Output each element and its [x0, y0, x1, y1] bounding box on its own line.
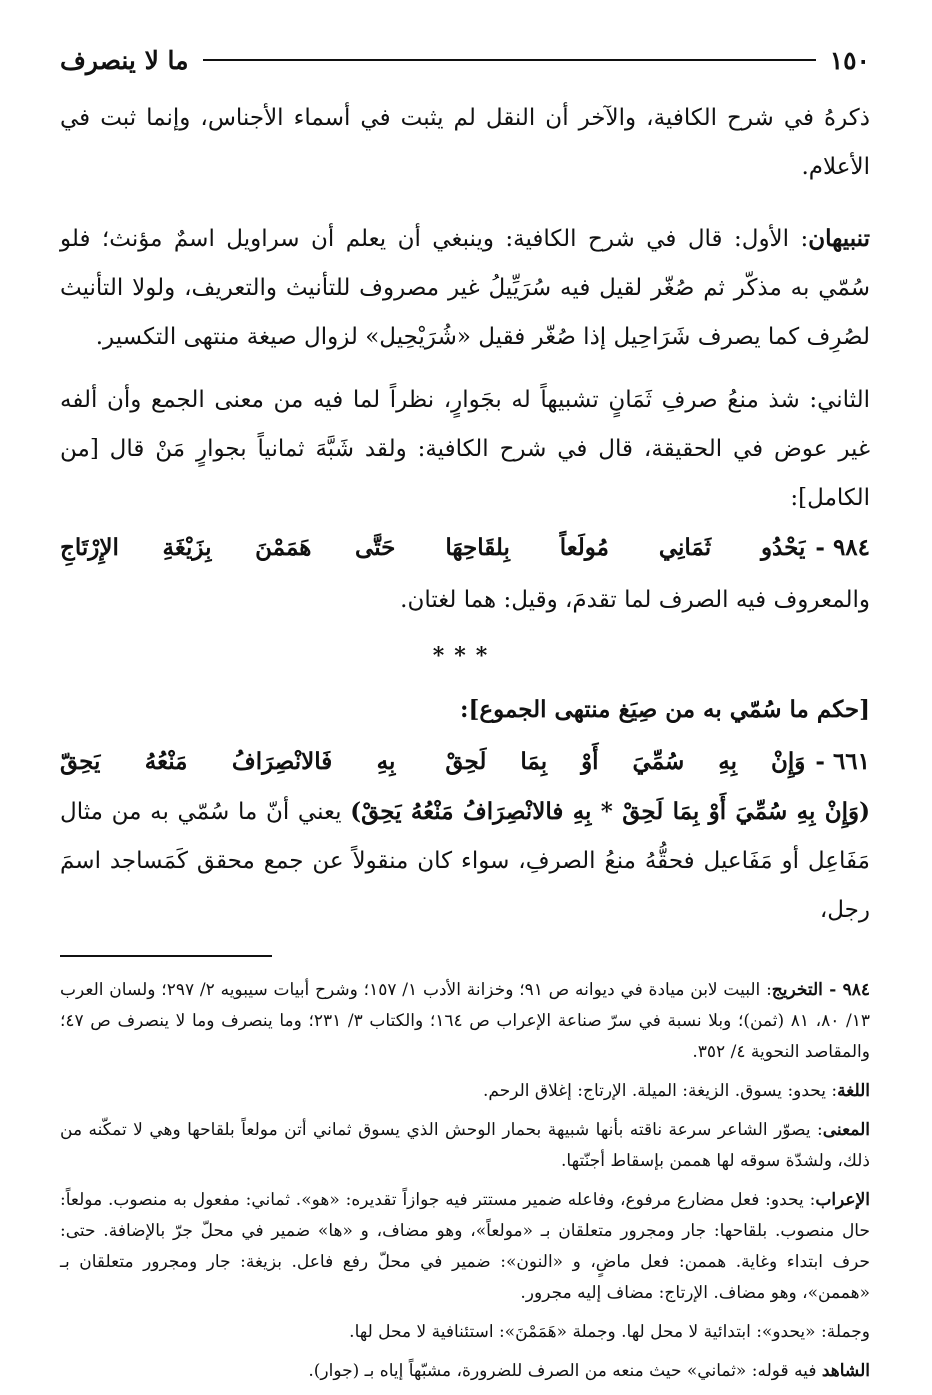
footnote-divider	[60, 955, 870, 957]
footnote-label: التخريج	[771, 980, 823, 1000]
footnote-text: : البيت لابن ميادة في ديوانه ص ٩١؛ وخزانة الأدب ١/ ١٥٧؛ وشرح أبيات سيبويه ٢/ ٢٩٧؛ ولسان العرب ١٣/ ٨٠، ٨١ (ثمن)؛ وبلا نسبة في سرّ صناعة الإعراب ص ١٦٤؛ والكتاب ٣/ ٢٣١؛ وما ينصرف وما لا ينصرف ص ٤٧؛ والمقاصد النحوية ٤/ ٣٥٢.	[60, 980, 871, 1062]
quoted-verse: (وَإِنْ بِهِ سُمِّيَ أَوْ بِمَا لَحِقْ * بِهِ فالانْصِرَافُ مَنْعُهُ يَحِقْ)	[350, 798, 871, 825]
verse-second-hemistich: بِهِ فَالانْصِرَافُ مَنْعُهُ يَحِقّ	[60, 748, 396, 775]
verse-984	[60, 523, 870, 573]
footnote-takhrij	[60, 975, 870, 1068]
footnote-number: ٩٨٤ -	[822, 980, 870, 1000]
footnote-text: : يحدو: فعل مضارع مرفوع، وفاعله ضمير مستتر فيه جوازاً تقديره: «هو». ثماني: مفعول به منصوب. مولعاً: حال منصوب. بلقاحها: جار ومجرور متعلقان بـ «مولعاً»، وهو مضاف، و «ها» ضمير في محلّ جرّ بالإضافة. حتى: حرف ابتداء وغاية. هممن: فعل ماضٍ، و «النون»: ضمير في محلّ رفع فاعل. بزيغة: جار ومجرور متعلقان بـ «هممن»، وهو مضاف. الإرتاج: مضاف إليه مجرور.	[60, 1190, 870, 1303]
paragraph-commentary	[60, 787, 870, 935]
footnote-label: المعنى	[822, 1120, 870, 1140]
page-header	[60, 38, 870, 82]
paragraph-after-verse: والمعروف فيه الصرف لما تقدمَ، وقيل: هما لغتان.	[400, 587, 870, 613]
section-heading: [حكم ما سُمّي به من صِيَغ منتهى الجموع]:	[460, 696, 870, 723]
running-title: ما لا ينصرف	[60, 45, 189, 75]
paragraph-second: الثاني: شذ منعُ صرفِ ثَمَانٍ تشبيهاً له بجَوارٍ، نظراً لما فيه من معنى الجمع وأن ألفه غير عوض في الحقيقة، قال في شرح الكافية: ولقد شَبَّهَ ثمانياً بجوارٍ مَنْ قال [من الكامل]:	[60, 387, 870, 511]
verse-first-hemistich: وَإِنْ بِهِ سُمِّيَ أَوْ بِمَا لَحِقْ	[445, 748, 806, 775]
header-rule	[203, 59, 816, 61]
verse-second-hemistich: حَتَّى هَمَمْنَ بِزَيْغَةِ الإِرْتَاجِ	[60, 534, 396, 561]
footnote-lugha	[60, 1076, 870, 1107]
paragraph-1: ذكرهُ في شرح الكافية، والآخر أن النقل لم يثبت في أسماء الأجناس، وإنما ثبت في الأعلام.	[60, 105, 870, 180]
commentary-text: يعني أنّ ما سُمّي به من مثال مَفَاعِل أو مَفَاعيل فحقُّهُ منعُ الصرفِ، سواء كان منقولاً عن جمع محقق كَمَساجد اسمَ رجل،	[60, 799, 870, 923]
footnote-label: الشاهد	[821, 1361, 870, 1381]
paragraph-notes	[60, 214, 870, 362]
verse-number: ٩٨٤ -	[815, 534, 870, 561]
footnote-text: : يحدو: يسوق. الزيغة: الميلة. الإرتاج: إغلاق الرحم.	[482, 1081, 838, 1101]
footnote-irab	[60, 1185, 870, 1309]
footnote-text: : يصوّر الشاعر سرعة ناقته بأنها شبيهة بحمار الوحش الذي يسوق ثماني أتن مولعاً بلقاحها وهي لا تمكّنه من ذلك، ولشدّة سوقه لها هممن بإسقاط أجنّتها.	[60, 1120, 870, 1171]
footnote-label: اللغة	[837, 1081, 870, 1101]
page-number: ١٥٠	[829, 45, 870, 75]
book-page	[60, 38, 870, 1395]
section-separator: ***	[432, 643, 498, 669]
footnote-maana	[60, 1115, 870, 1177]
footnote-label: الإعراب	[815, 1190, 870, 1210]
footnote-text: فيه قوله: «ثماني» حيث منعه من الصرف للضرورة، مشبّهاً إياه بـ (جوار).	[308, 1361, 822, 1381]
footnote-shahid	[60, 1356, 870, 1387]
verse-first-hemistich: يَحْدُو ثَمَانِي مُولَعاً بِلقَاحِهَا	[445, 534, 806, 561]
notes-text: : الأول: قال في شرح الكافية: وينبغي أن يعلم أن سراويل اسمٌ مؤنث؛ فلو سُمّي به مذكّر ثم صُغّر لقيل فيه سُرَيِّيلُ غير مصروف للتأنيث والتعريف، ولولا التأنيث لصُرِف كما يصرف شَرَاحِيل إذا صُغّر فقيل «شُرَيْحِيل» لزوال صيغة منتهى التكسير.	[60, 226, 870, 350]
verse-661	[60, 737, 870, 787]
footnote-sentences: وجملة: «يحدو»: ابتدائية لا محل لها. وجملة «هَمَمْنَ»: استئنافية لا محل لها.	[349, 1322, 870, 1342]
verse-number: ٦٦١ -	[815, 748, 870, 775]
notes-label: تنبيهان	[808, 225, 870, 252]
